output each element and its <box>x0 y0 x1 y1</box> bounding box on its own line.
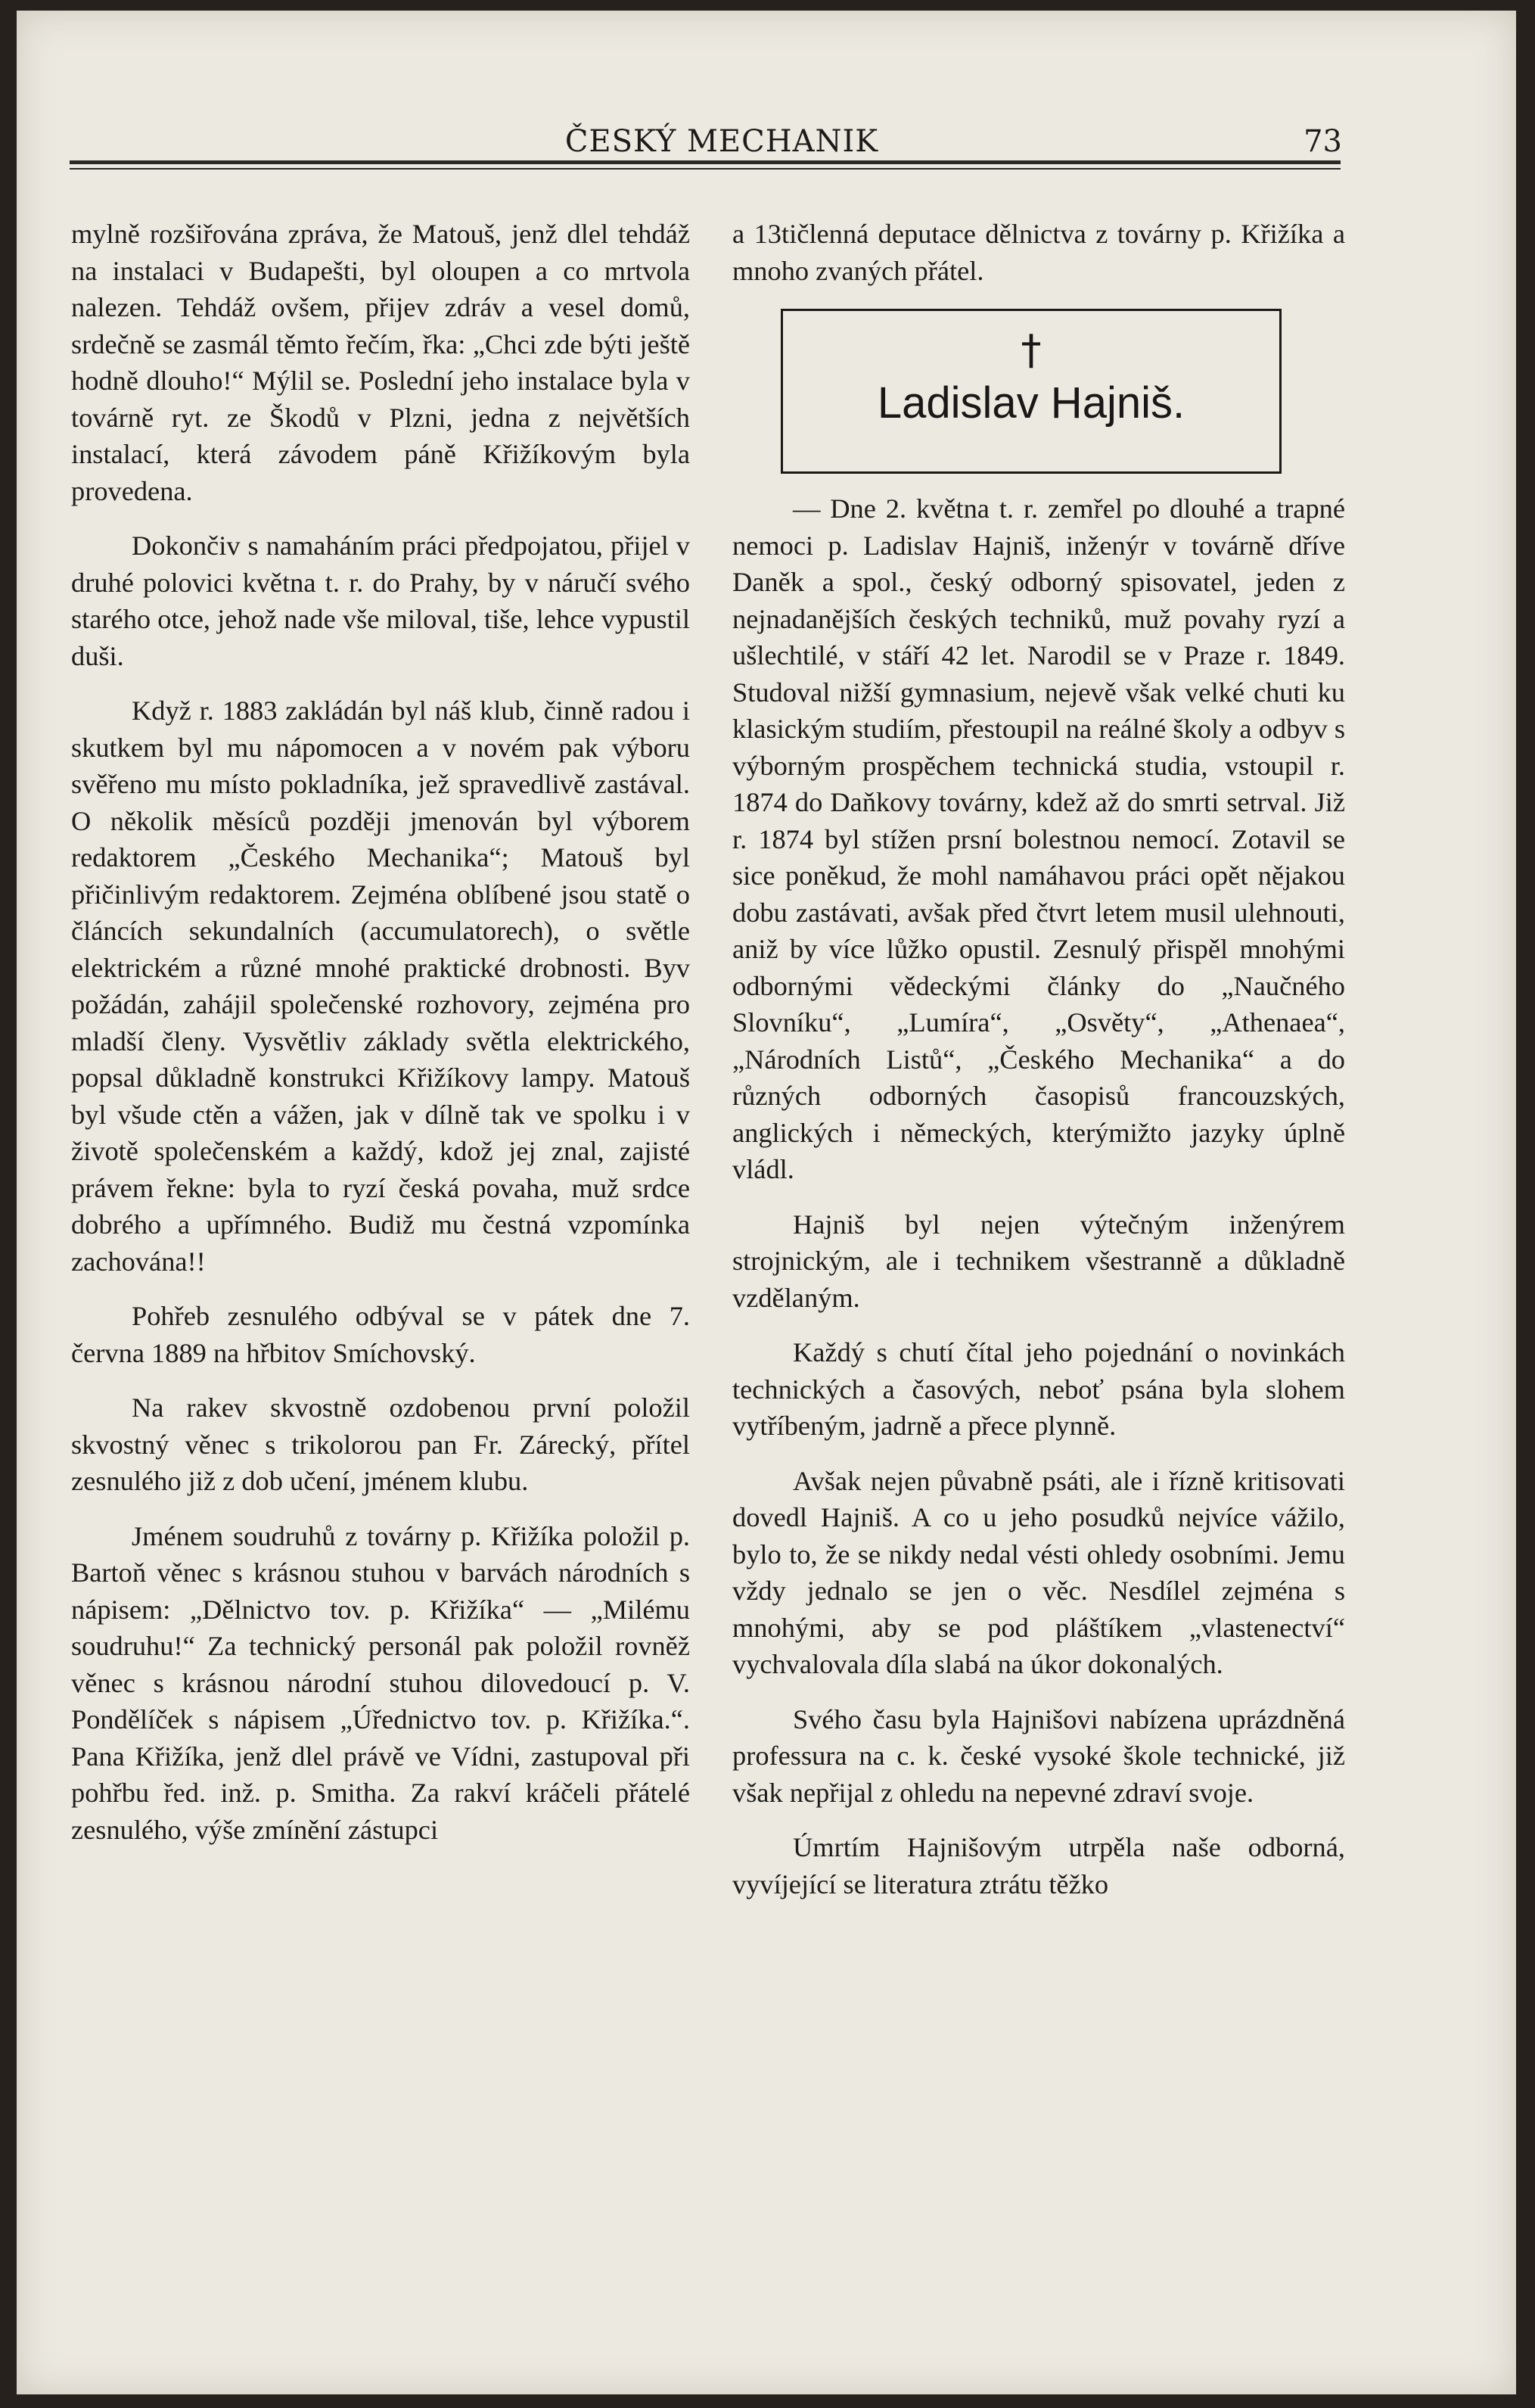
paragraph: Avšak nejen půvabně psáti, ale i řízně kritisovati dovedl Hajniš. A co u jeho posudků nejvíce vážilo, bylo to, že se nikdy nedal vésti ohledy osobními. Jemu vždy jednalo se jen o věc. Nesdílel zejména s mnohými, aby se pod pláštíkem „vlastenectví“ vychvalovala díla slabá na úkor dokonalých. <box>732 1465 1345 1679</box>
left-column <box>71 216 690 1848</box>
paragraph: Na rakev skvostně ozdobenou první položil skvostný věnec s trikolorou pan Fr. Zárecký, přítel zesnulého již z dob učení, jménem klubu. <box>71 1392 690 1496</box>
paragraph: Úmrtím Hajnišovým utrpěla naše odborná, vyvíjející se literatura ztrátu těžko <box>732 1832 1345 1899</box>
journal-title: ČESKÝ MECHANIK <box>564 124 879 159</box>
header-rule-thick <box>70 160 1341 164</box>
right-column <box>732 216 1345 1902</box>
paragraph: Svého času byla Hajnišovi nabízena uprázdněná professura na c. k. české vysoké škole technické, již však nepřijal z ohledu na nepevné zdraví svoje. <box>732 1703 1345 1808</box>
running-header <box>86 117 1357 162</box>
paragraph: Dokončiv s namaháním práci předpojatou, přijel v druhé polovici května t. r. do Prahy, by v náručí svého starého otce, jehož nade vše miloval, tiše, lehce vypustil duši. <box>71 530 690 671</box>
paragraph: Když r. 1883 zakládán byl náš klub, činně radou i skutkem byl mu nápomocen a v novém pak výboru svěřeno mu místo pokladníka, jež spravedlivě zastával. O několik měsíců později jmenován byl výborem redaktorem „Českého Mechanika“; Matouš byl přičinlivým redaktorem. Zejména oblíbené jsou statě o článcích sekundalních (accumulatorech), o světle elektrickém a různé mnohé praktické drobnosti. Byv požádán, zahájil společenské rozhovory, zejména pro mladší členy. Vysvětliv základy světla elektrického, popsal důkladně konstrukci Křižíkovy lampy. Matouš byl všude ctěn a vážen, jak v dílně tak ve spolku i v životě společenském a každý, kdož jej znal, zajisté právem řekne: byla to ryzí česká povaha, muž srdce dobrého a upřímného. Budiž mu čestná vzpomínka zachována!! <box>71 695 690 1277</box>
paragraph: Jménem soudruhů z továrny p. Křižíka položil p. Bartoň věnec s krásnou stuhou v barvách národních s nápisem: „Dělnictvo tov. p. Křižíka“ — „Milému soudruhu!“ Za technický personál pak položil rovněž věnec s krásnou národní stuhou dilovedoucí p. V. Pondělíček s nápisem „Úřednictvo tov. p. Křižíka.“. Pana Křižíka, jenž dlel právě ve Vídni, zastupoval při pohřbu řed. inž. p. Smitha. Za rakví kráčeli přátelé zesnulého, výše zmínění zástupci <box>71 1520 690 1845</box>
obituary-box <box>781 309 1282 474</box>
header-rule-thin <box>70 168 1341 170</box>
paragraph: Pohřeb zesnulého odbýval se v pátek dne 7. června 1889 na hřbitov Smíchovský. <box>71 1301 690 1368</box>
paragraph: Každý s chutí čítal jeho pojednání o novinkách technických a časových, neboť psána byla slohem vytříbeným, jadrně a přece plynně. <box>732 1337 1345 1441</box>
paragraph: — Dne 2. května t. r. zemřel po dlouhé a trapné nemoci p. Ladislav Hajniš, inženýr v továrně dříve Daněk a spol., český odborný spisovatel, jeden z nejnadanějších českých techniků, muž povahy ryzí a ušlechtilé, v stáří 42 let. Narodil se v Praze r. 1849. Studoval nižší gymnasium, nejevě však velké chuti ku klasickým studiím, přestoupil na reálné školy a odbyv s výborným prospěchem technická studia, vstoupil r. 1874 do Daňkovy továrny, kdež až do smrti setrval. Již r. 1874 byl stížen prsní bolestnou nemocí. Zotavil se sice poněkud, že mohl namáhavou práci opět nějakou dobu zastávati, avšak před čtvrt letem musil ulehnouti, aniž by více lůžko opustil. Zesnulý přispěl mnohými odbornými vědeckými články do „Naučného Slovníku“, „Lumíra“, „Osvěty“, „Athenaea“, „Národních Listů“, „Českého Mechanika“ a do různých odborných časopisů francouzských, anglických i německých, kterýmižto jazyky úplně vládl. <box>732 493 1345 1184</box>
paragraph: mylně rozšiřována zpráva, že Matouš, jenž dlel tehdáž na instalaci v Budapešti, byl oloupen a co mrtvola nalezen. Tehdáž ovšem, přijev zdráv a vesel domů, srdečně se zasmál těmto řečím, řka: „Chci zde býti ještě hodně dlouho!“ Mýlil se. Poslední jeho instalace byla v továrně ryt. ze Škodů v Plzni, jedna z největších instalací, která závodem páně Křižíkovým byla provedena. <box>71 219 690 506</box>
obituary-name: Ladislav Hajniš. <box>877 378 1185 428</box>
paragraph: Hajniš byl nejen výtečným inženýrem strojnickým, ale i technikem všestranně a důkladně vzdělaným. <box>732 1209 1345 1313</box>
cross-icon: † <box>1021 326 1042 374</box>
paragraph: a 13tičlenná deputace dělnictva z továrny p. Křižíka a mnoho zvaných přátel. <box>732 219 1345 286</box>
page-number: 73 <box>1304 124 1342 159</box>
